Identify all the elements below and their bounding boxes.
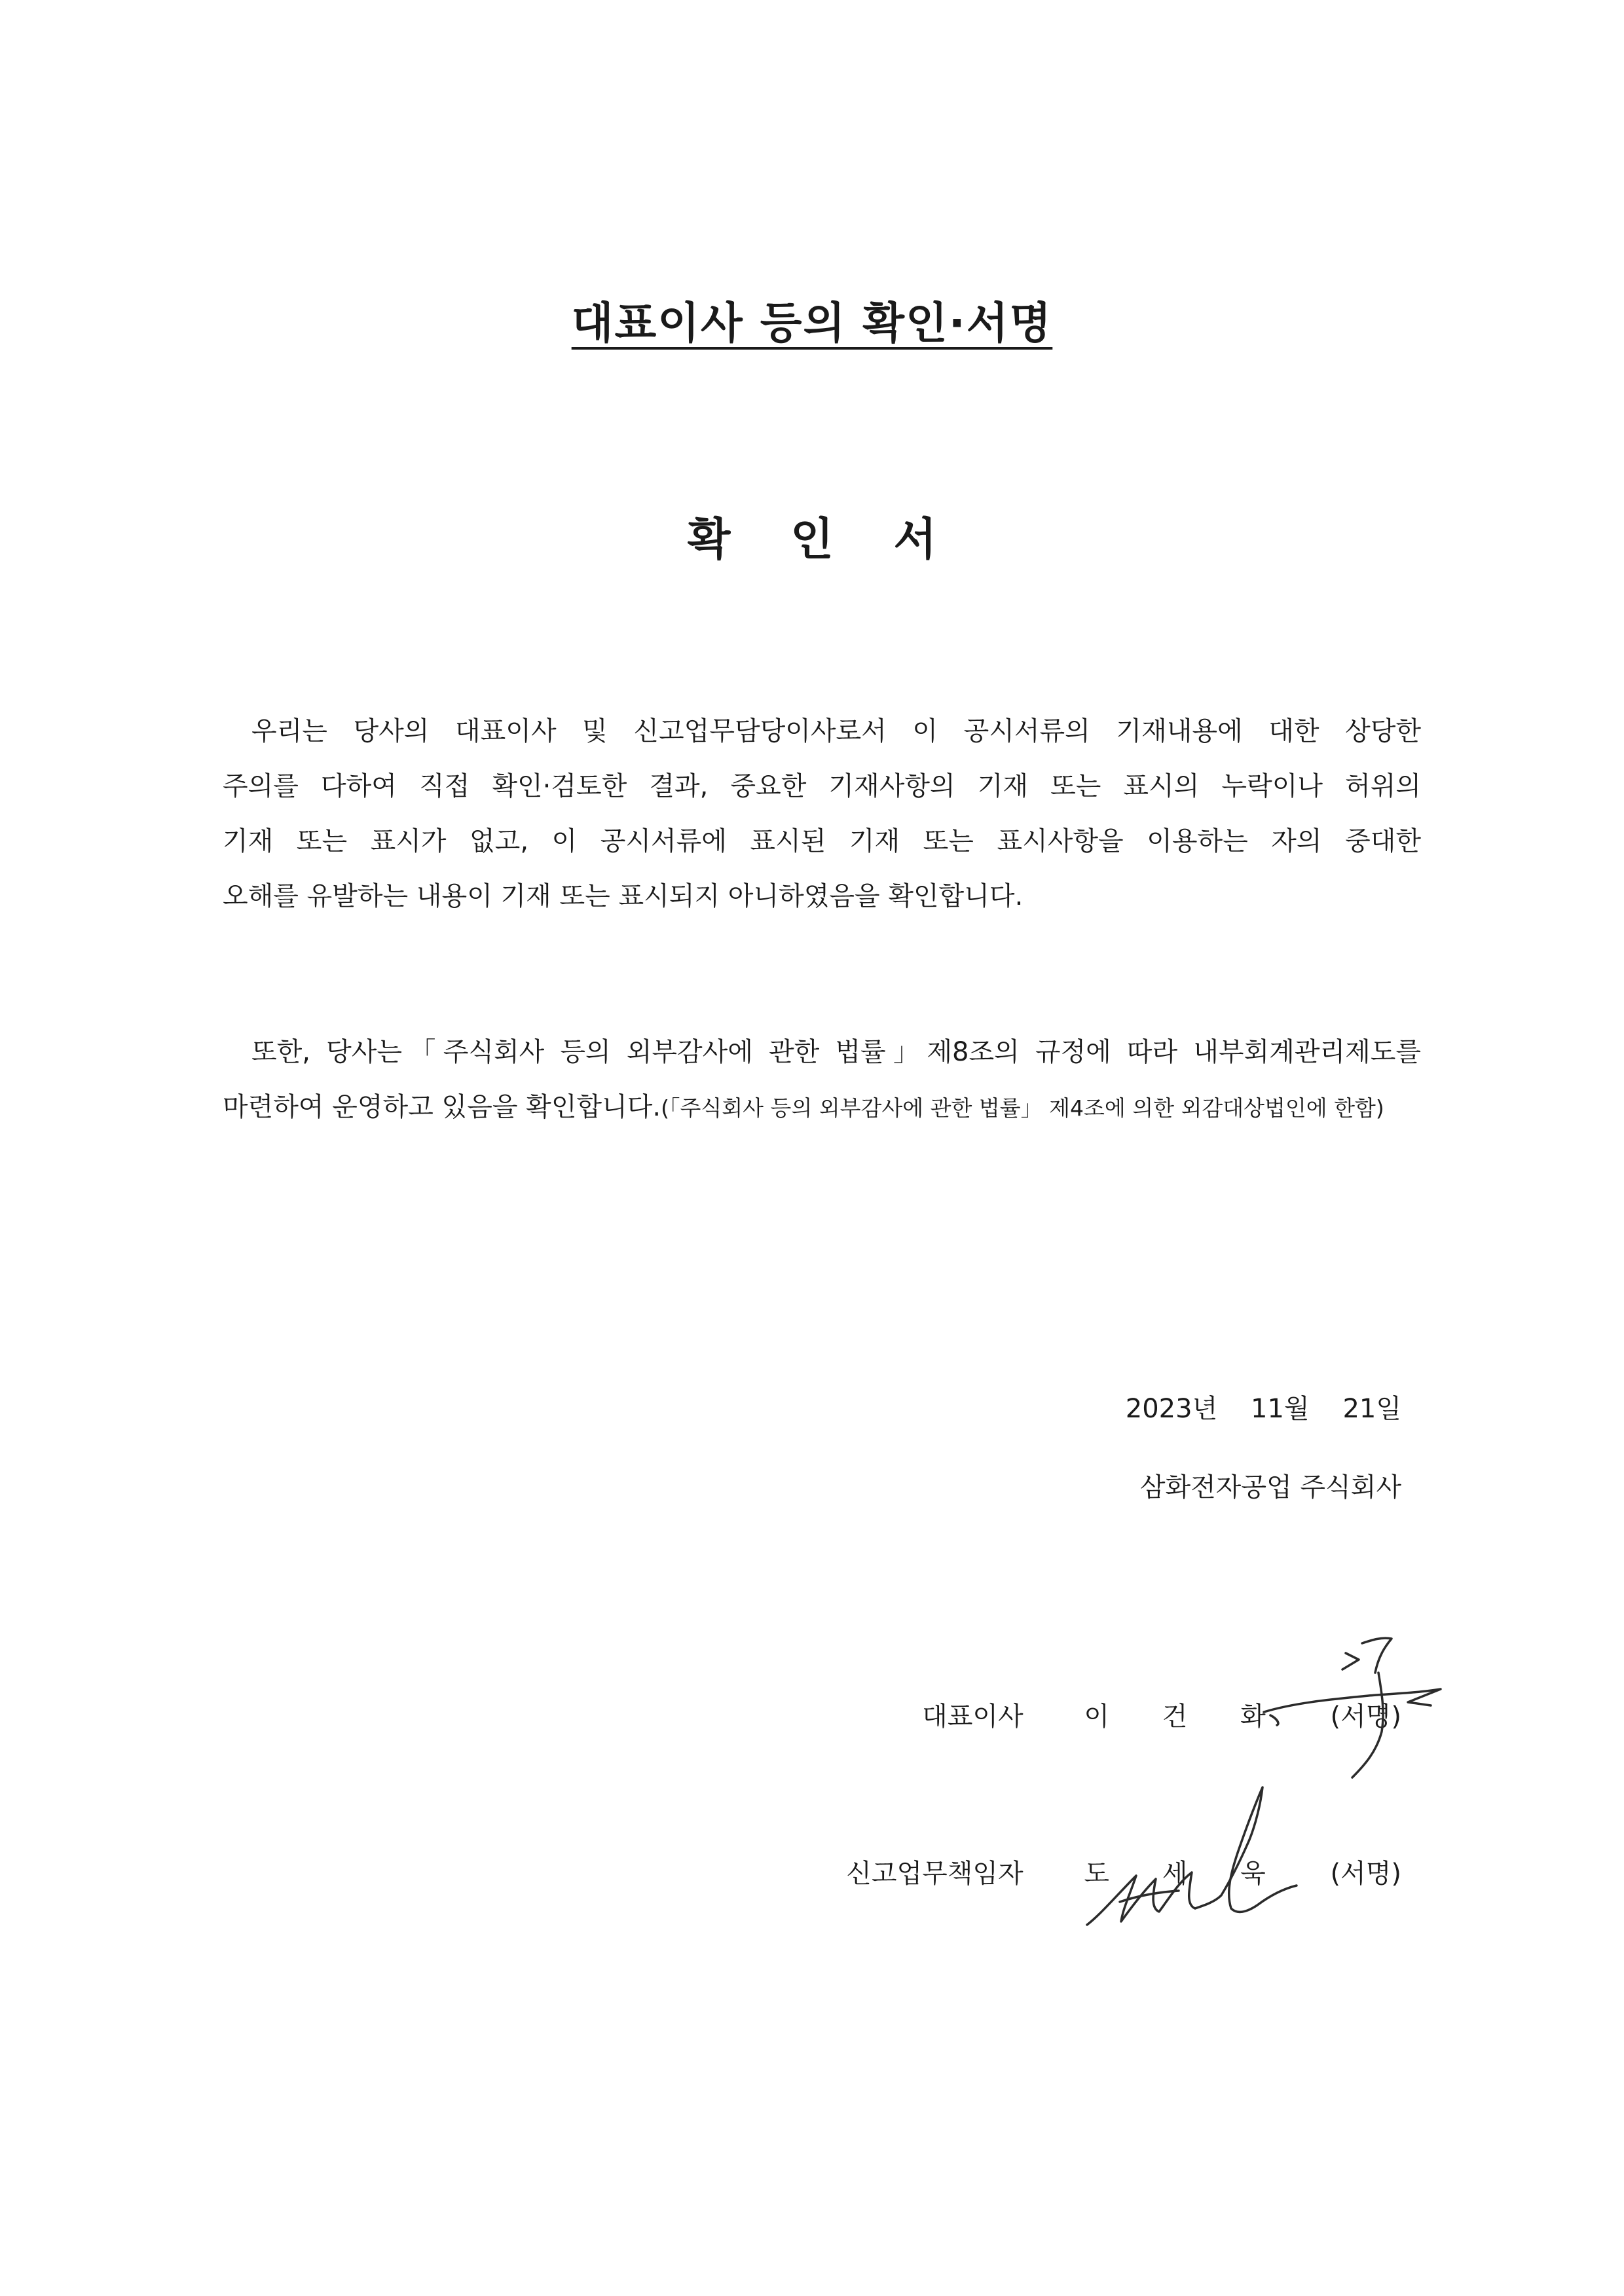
confirmation-paragraph <box>223 704 1421 924</box>
paragraph-line: 기재 또는 표시가 없고, 이 공시서류에 표시된 기재 또는 표시사항을 이용하는 자의 중대한 <box>223 826 1421 856</box>
signer-ceo <box>922 1696 1401 1733</box>
signer-name: 이 건 화 <box>1084 1702 1288 1732</box>
signer-reporting-officer <box>846 1853 1401 1890</box>
document-title: 대표이사 등의 확인·서명 <box>571 298 1053 348</box>
signer-role: 신고업무책임자 <box>846 1859 1024 1889</box>
document-date: 2023년 11월 21일 <box>1125 1394 1401 1424</box>
paragraph-line-text: 마련하여 운영하고 있음을 확인합니다. <box>223 1092 661 1122</box>
signature-mark: (서명) <box>1330 1859 1401 1889</box>
paragraph-line: 또한, 당사는「주식회사 등의 외부감사에 관한 법률」제8조의 규정에 따라 내부회계관리제도를 <box>251 1037 1421 1067</box>
signer-name: 도 세 욱 <box>1084 1859 1288 1889</box>
signature-mark: (서명) <box>1330 1702 1401 1732</box>
paragraph-line: 우리는 당사의 대표이사 및 신고업무담당이사로서 이 공시서류의 기재내용에 대한 상당한 <box>251 716 1421 746</box>
document-subtitle: 확 인 서 <box>687 514 959 566</box>
paragraph-line: 주의를 다하여 직접 확인·검토한 결과, 중요한 기재사항의 기재 또는 표시의 누락이나 허위의 <box>223 771 1421 801</box>
paragraph-note: (「주식회사 등의 외부감사에 관한 법률」 제4조에 의한 외감대상법인에 한함) <box>661 1095 1384 1121</box>
internal-control-paragraph <box>223 1025 1421 1136</box>
paragraph-line: 오해를 유발하는 내용이 기재 또는 표시되지 아니하였음을 확인합니다. <box>223 881 1024 911</box>
signer-role: 대표이사 <box>922 1702 1024 1732</box>
paragraph-line <box>223 1080 1421 1136</box>
company-name: 삼화전자공업 주식회사 <box>1139 1472 1401 1503</box>
